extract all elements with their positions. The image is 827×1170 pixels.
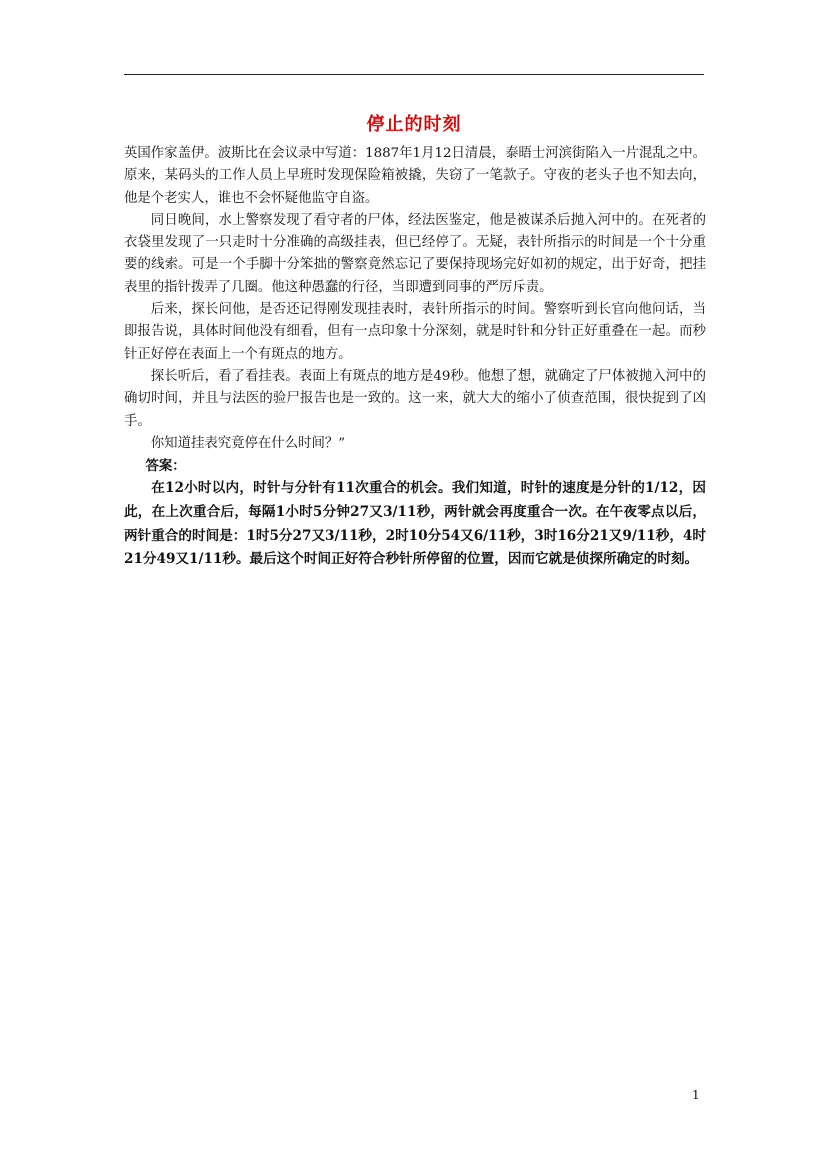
document-title: 停止的时刻 bbox=[366, 114, 462, 135]
paragraph-discovery: 同日晚间，水上警察发现了看守者的尸体，经法医鉴定，他是被谋杀后抛入河中的。在死者的衣袋里发现了一只走时十分准确的高级挂表，但已经停了。无疑，表针所指示的时间是一个十分重要的线索。可是一个手脚十分笨拙的警察竟然忘记了要保持现场完好如初的规定，出于好奇，把挂表里的指针拨弄了几圈。他这种愚蠢的行径，当即遭到同事的严厉斥责。 bbox=[124, 212, 706, 295]
page-number: 1 bbox=[692, 1088, 700, 1102]
paragraph-conclusion: 探长听后，看了看挂表。表面上有斑点的地方是49秒。他想了想，就确定了尸体被抛入河中的确切时间，并且与法医的验尸报告也是一致的。这一来，就大大的缩小了侦查范围，很快捉到了凶手。 bbox=[124, 368, 706, 429]
document-body bbox=[124, 143, 706, 572]
paragraph-interrogation: 后来，探长问他，是否还记得刚发现挂表时，表针所指示的时间。警察听到长官向他问话，当即报告说，具体时间他没有细看，但有一点印象十分深刻，就是时针和分针正好重叠在一起。而秒针正好停在表面上一个有斑点的地方。 bbox=[124, 302, 706, 362]
answer-text: 在12小时以内，时针与分针有11次重合的机会。我们知道，时针的速度是分针的1/12，因此，在上次重合后，每隔1小时5分钟27又3/11秒，两针就会再度重合一次。在午夜零点以后，两针重合的时间是：1时5分27又3/11秒，2时10分54又6/11秒，3时16分21又9/11秒，4时21分49又1/11秒。最后这个时间正好符合秒针所停留的位置，因而它就是侦探所确定的时刻。 bbox=[124, 480, 706, 568]
answer-label: 答案： bbox=[145, 458, 186, 475]
paragraph-intro: 英国作家盖伊。波斯比在会议录中写道：1887年1月12日清晨，泰晤士河滨街陷入一片混乱之中。原来，某码头的工作人员上早班时发现保险箱被撬，失窃了一笔款子。守夜的老头子也不知去向，他是个老实人，谁也不会怀疑他监守自盗。 bbox=[124, 146, 706, 206]
header-rule bbox=[124, 74, 704, 75]
paragraph-question: 你知道挂表究竟停在什么时间？” bbox=[150, 435, 346, 451]
